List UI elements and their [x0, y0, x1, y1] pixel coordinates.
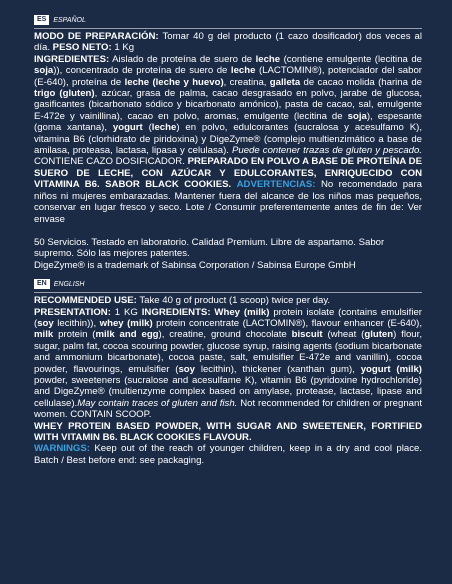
warnings-label-en: WARNINGS:	[34, 443, 90, 455]
allergen: leche	[230, 65, 256, 77]
allergen: biscuit	[291, 329, 323, 341]
ing-text: de cacao molida (harina de	[300, 76, 422, 88]
ing-text: )), concentrado de proteína de suero de	[53, 65, 231, 77]
allergen: gluten	[364, 329, 394, 341]
ing-text: Not recommended for children or pregnant women. CONTAIN SCOOP.	[34, 397, 422, 421]
presentation-label: PRESENTATION:	[34, 306, 111, 318]
allergen: milk	[34, 329, 54, 341]
allergen: yogurt (milk)	[360, 363, 422, 375]
ing-text: protein (	[53, 329, 96, 341]
lang-code-es: ES	[34, 15, 49, 25]
presentation-text: 1 KG	[110, 306, 142, 318]
ing-text: (	[142, 122, 152, 134]
allergen: Whey	[210, 306, 244, 318]
net-value: 1 Kg	[111, 42, 135, 54]
warnings-text-en: Keep out of the reach of younger children, keep in a dry and cool place. Batch / Best before end: see packaging.	[34, 443, 422, 466]
prep-text: Tomar 40 g del producto (1 cazo dosificador) dos veces al día.	[34, 31, 422, 54]
ing-text: lecithin), thickener (xanthan gum),	[194, 363, 361, 375]
lang-name-es: ESPAÑOL	[53, 16, 86, 24]
ing-text: , azúcar, grasa de palma, cacao desgrasado en polvo, jarabe de glucosa, gasificantes (bicarbonato sódico y bicarbonato amónico), pasta de cacao, sal, emulgente E-472e y vainillina), cacao en polvo, aromas, emulgente (lecitina de	[34, 88, 422, 122]
use-text: Take 40 g of product (1 scoop) twice per day.	[136, 295, 331, 307]
ing-text: ), espesante (goma xantana),	[34, 110, 422, 134]
ing-text: , creatina,	[223, 76, 270, 88]
warnings-label-es: ADVERTENCIAS:	[236, 179, 316, 191]
ing-text: (wheat (	[322, 329, 365, 341]
spacer	[34, 271, 422, 278]
lang-name-en: ENGLISH	[53, 280, 85, 288]
allergen: galleta	[269, 76, 301, 88]
ing-text: lecithin)),	[53, 317, 100, 329]
use-label: RECOMMENDED USE:	[34, 295, 137, 307]
ing-text: (LACTOMIN®), potenciador del sabor (E-640), proteína de	[34, 65, 423, 88]
allergen: soja	[34, 65, 54, 77]
ingredients-label-en: INGREDIENTS:	[141, 306, 211, 318]
allergen: soja	[347, 110, 367, 122]
ing-text: powder, sweeteners (sucralose and acesulfame K), vitamin B6 (pyridoxine hydrochloride) and DigeZyme® (multienzyme complex based on amylase, protease, lactase, lipase and cellulase).	[34, 374, 422, 409]
allergen: (milk)	[243, 306, 270, 318]
allergen: trigo (gluten)	[34, 88, 95, 100]
prep-label: MODO DE PREPARACIÓN:	[34, 31, 159, 42]
traces-note-en: May contain traces of gluten and fish.	[77, 397, 238, 409]
product-description-es: PREPARADO EN POLVO A BASE DE PROTEÍNA DE SUERO DE LECHE, CON AZÚCAR Y EDULCORANTES, ENRIQUECIDO CON VITAMINA B6. SABOR BLACK COOKIES.	[34, 156, 423, 191]
allergen: soy	[37, 317, 54, 329]
allergen: whey	[99, 317, 124, 329]
ing-text: Aislado de proteína de suero de	[109, 53, 256, 65]
lang-header-es	[34, 14, 422, 26]
product-description-en: WHEY PROTEIN BASED POWDER, WITH SUGAR AND SWEETENER, FORTIFIED WITH VITAMIN B6. BLACK COOKIES FLAVOUR.	[34, 420, 422, 443]
allergen: leche	[255, 53, 281, 65]
ing-text: protein isolate (contains emulsifier (	[34, 306, 423, 329]
divider-es	[34, 28, 422, 29]
spacer	[34, 225, 422, 237]
divider-en	[34, 292, 422, 293]
ing-text: ), creatine, ground chocolate	[158, 329, 292, 341]
spanish-paragraph	[34, 31, 422, 225]
allergen: leche	[151, 122, 177, 134]
ingredients-label-es: INGREDIENTES:	[34, 53, 110, 65]
allergen: (milk)	[127, 317, 153, 329]
lang-code-en: EN	[34, 279, 50, 289]
ing-text: ) en polvo, edulcorantes (sucralosa y acesulfamo K), vitamina B6 (clorhidrato de piridoxina) y DigeZyme® (complejo multienzimático a base de amilasa, proteasa, lactasa, lipasa y celulasa).	[34, 122, 422, 157]
allergen: yogurt	[112, 122, 143, 134]
ing-text: protein concentrate (LACTOMIN®), flavour enhancer (E-640),	[152, 317, 423, 329]
allergen: leche (leche y huevo)	[124, 76, 224, 88]
warnings-text-es: No recomendado para niños ni mujeres embarazadas. Mantener fuera del alcance de los niños mas pequeños, conservar en lugar fresco y seco. Lote / Consumir preferentemente antes de fin de: Ver envase	[34, 179, 422, 225]
ing-text: CONTIENE CAZO DOSIFICADOR.	[34, 156, 188, 168]
lang-header-en	[34, 278, 422, 290]
trademark-note: DigeZyme® is a trademark of Sabinsa Corporation / Sabinsa Europe GmbH	[34, 259, 356, 271]
net-label: PESO NETO:	[52, 42, 112, 54]
allergen: soy	[178, 363, 195, 375]
ing-text: (contiene emulgente (lecitina de	[280, 53, 422, 65]
extra-claims-es: 50 Servicios. Testado en laboratorio. Calidad Premium. Libre de aspartamo. Sabor supremo. Sólo las mejores patentes.	[34, 236, 385, 260]
ing-text: ) flour, sugar, palm fat, cocoa scouring powder, glucose syrup, raising agents (sodium bicarbonate and ammonium bicarbonate), cocoa paste, salt, emulsifier E-472e and vanillin), cocoa powder, flavourings, emulsifier (	[34, 329, 422, 375]
traces-note-es: Puede contener trazas de gluten y pescado.	[231, 145, 422, 157]
allergen: milk and egg	[95, 329, 159, 341]
english-paragraph	[34, 295, 422, 466]
